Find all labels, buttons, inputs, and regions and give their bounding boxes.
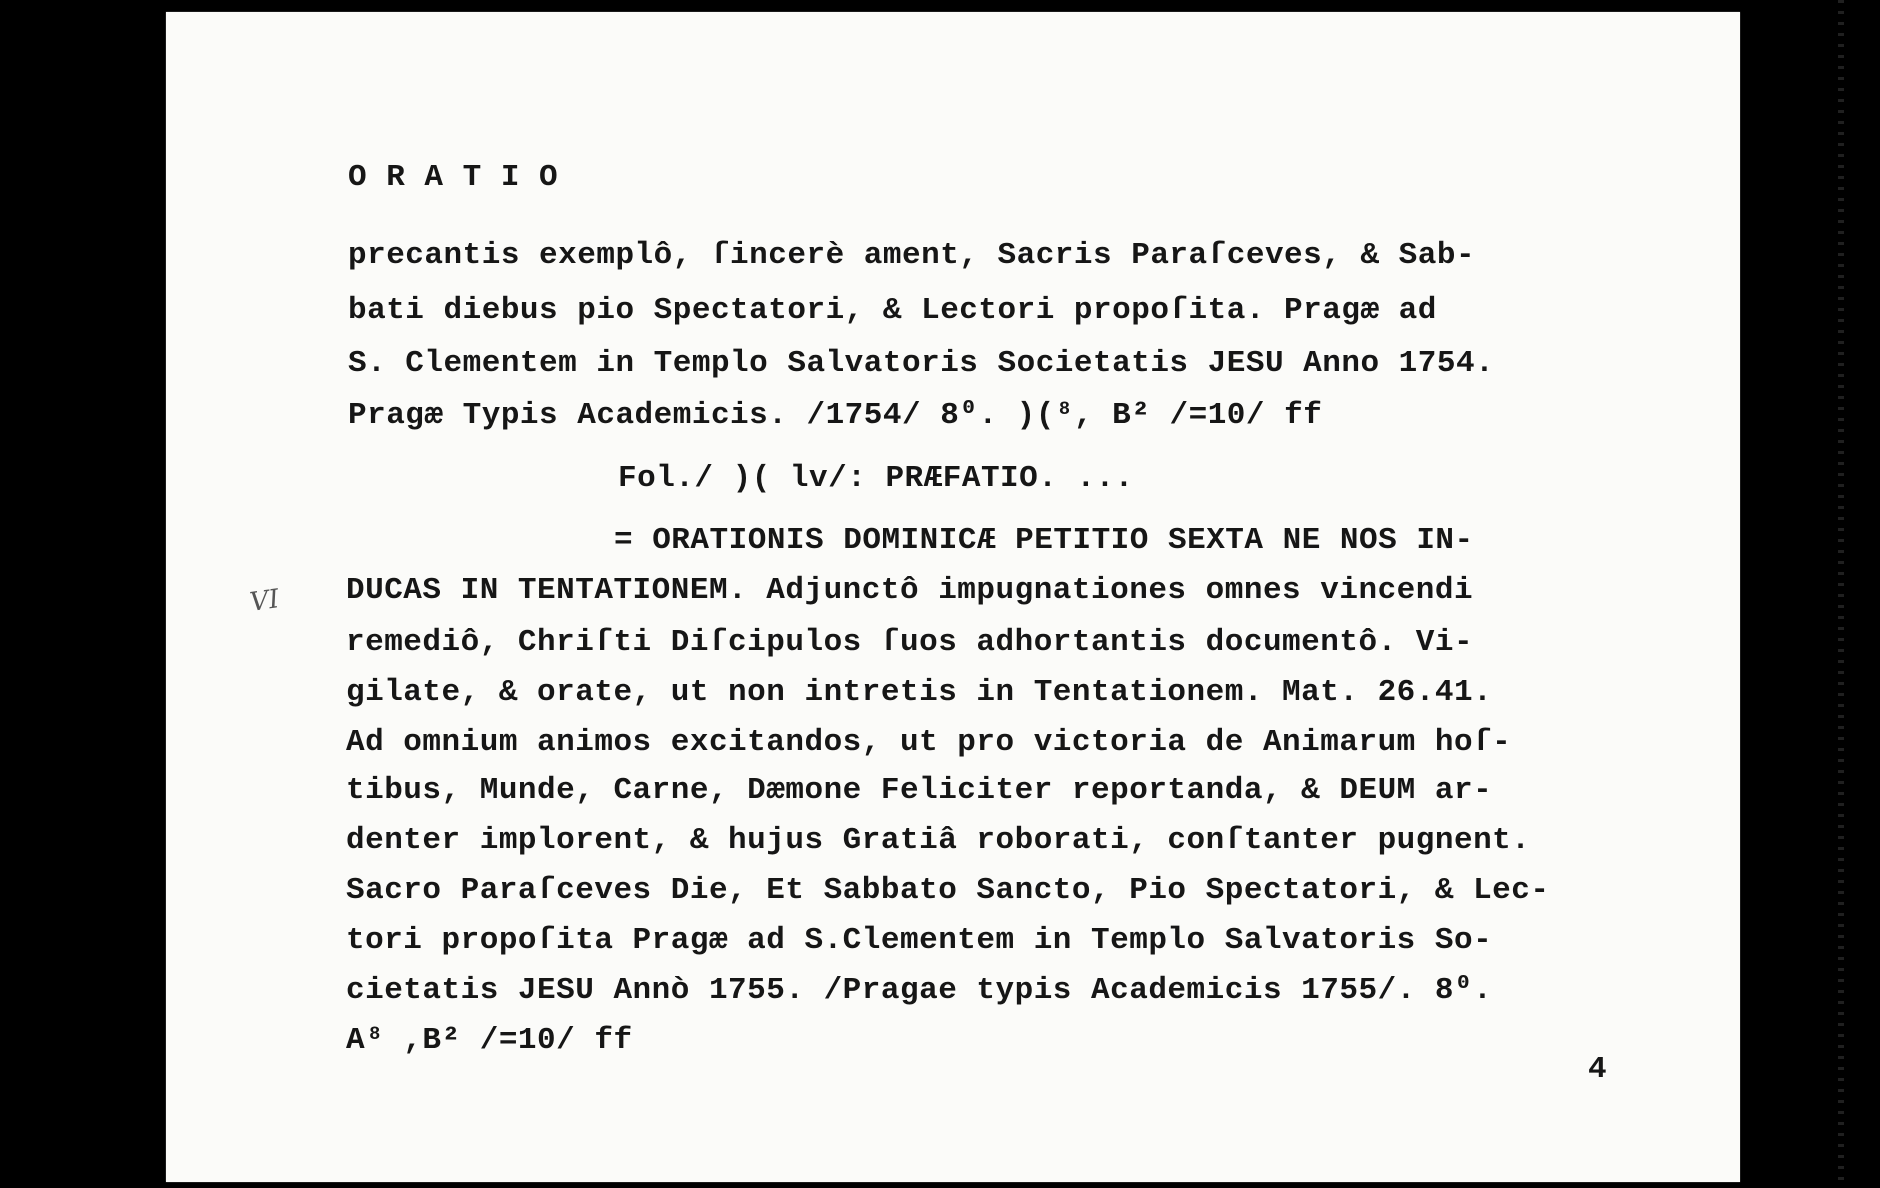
entry-2-line: tibus, Munde, Carne, Dæmone Feliciter reportanda, & DEUM ar- bbox=[346, 773, 1493, 808]
entry-1-line: Pragæ Typis Academicis. /1754/ 8⁰. )(⁸, B² /=10/ ff bbox=[348, 398, 1323, 433]
entry-2-line: = ORATIONIS DOMINICÆ PETITIO SEXTA NE NOS IN- bbox=[614, 523, 1474, 558]
handwritten-margin-note: VI bbox=[248, 584, 281, 618]
folio-note: Fol./ )( lv/: PRÆFATIO. ... bbox=[618, 461, 1134, 496]
entry-2-line: DUCAS IN TENTATIONEM. Adjunctô impugnationes omnes vincendi bbox=[346, 573, 1474, 608]
scan-edge-right bbox=[1838, 0, 1844, 1188]
entry-1-line: bati diebus pio Spectatori, & Lectori propoſita. Pragæ ad bbox=[348, 293, 1437, 328]
entry-2-line: tori propoſita Pragæ ad S.Clementem in Templo Salvatoris So- bbox=[346, 923, 1493, 958]
entry-2-line: Sacro Paraſceves Die, Et Sabbato Sancto, Pio Spectatori, & Lec- bbox=[346, 873, 1550, 908]
entry-2-line: Ad omnium animos excitandos, ut pro victoria de Animarum hoſ- bbox=[346, 725, 1512, 760]
entry-2-line: denter implorent, & hujus Gratiâ roborati, conſtanter pugnent. bbox=[346, 823, 1531, 858]
catalog-card bbox=[166, 12, 1740, 1182]
entry-1-line: S. Clementem in Templo Salvatoris Societatis JESU Anno 1754. bbox=[348, 346, 1495, 381]
entry-2-line: cietatis JESU Annò 1755. /Pragae typis Academicis 1755/. 8⁰. bbox=[346, 973, 1493, 1008]
page-number: 4 bbox=[1588, 1052, 1607, 1087]
card-heading: O R A T I O bbox=[348, 160, 559, 195]
entry-2-line: A⁸ ,B² /=10/ ff bbox=[346, 1023, 633, 1058]
entry-2-line: remediô, Chriſti Diſcipulos ſuos adhortantis documentô. Vi- bbox=[346, 625, 1474, 660]
entry-1-line: precantis exemplô, ſincerè ament, Sacris Paraſceves, & Sab- bbox=[348, 238, 1476, 273]
entry-2-line: gilate, & orate, ut non intretis in Tentationem. Mat. 26.41. bbox=[346, 675, 1493, 710]
